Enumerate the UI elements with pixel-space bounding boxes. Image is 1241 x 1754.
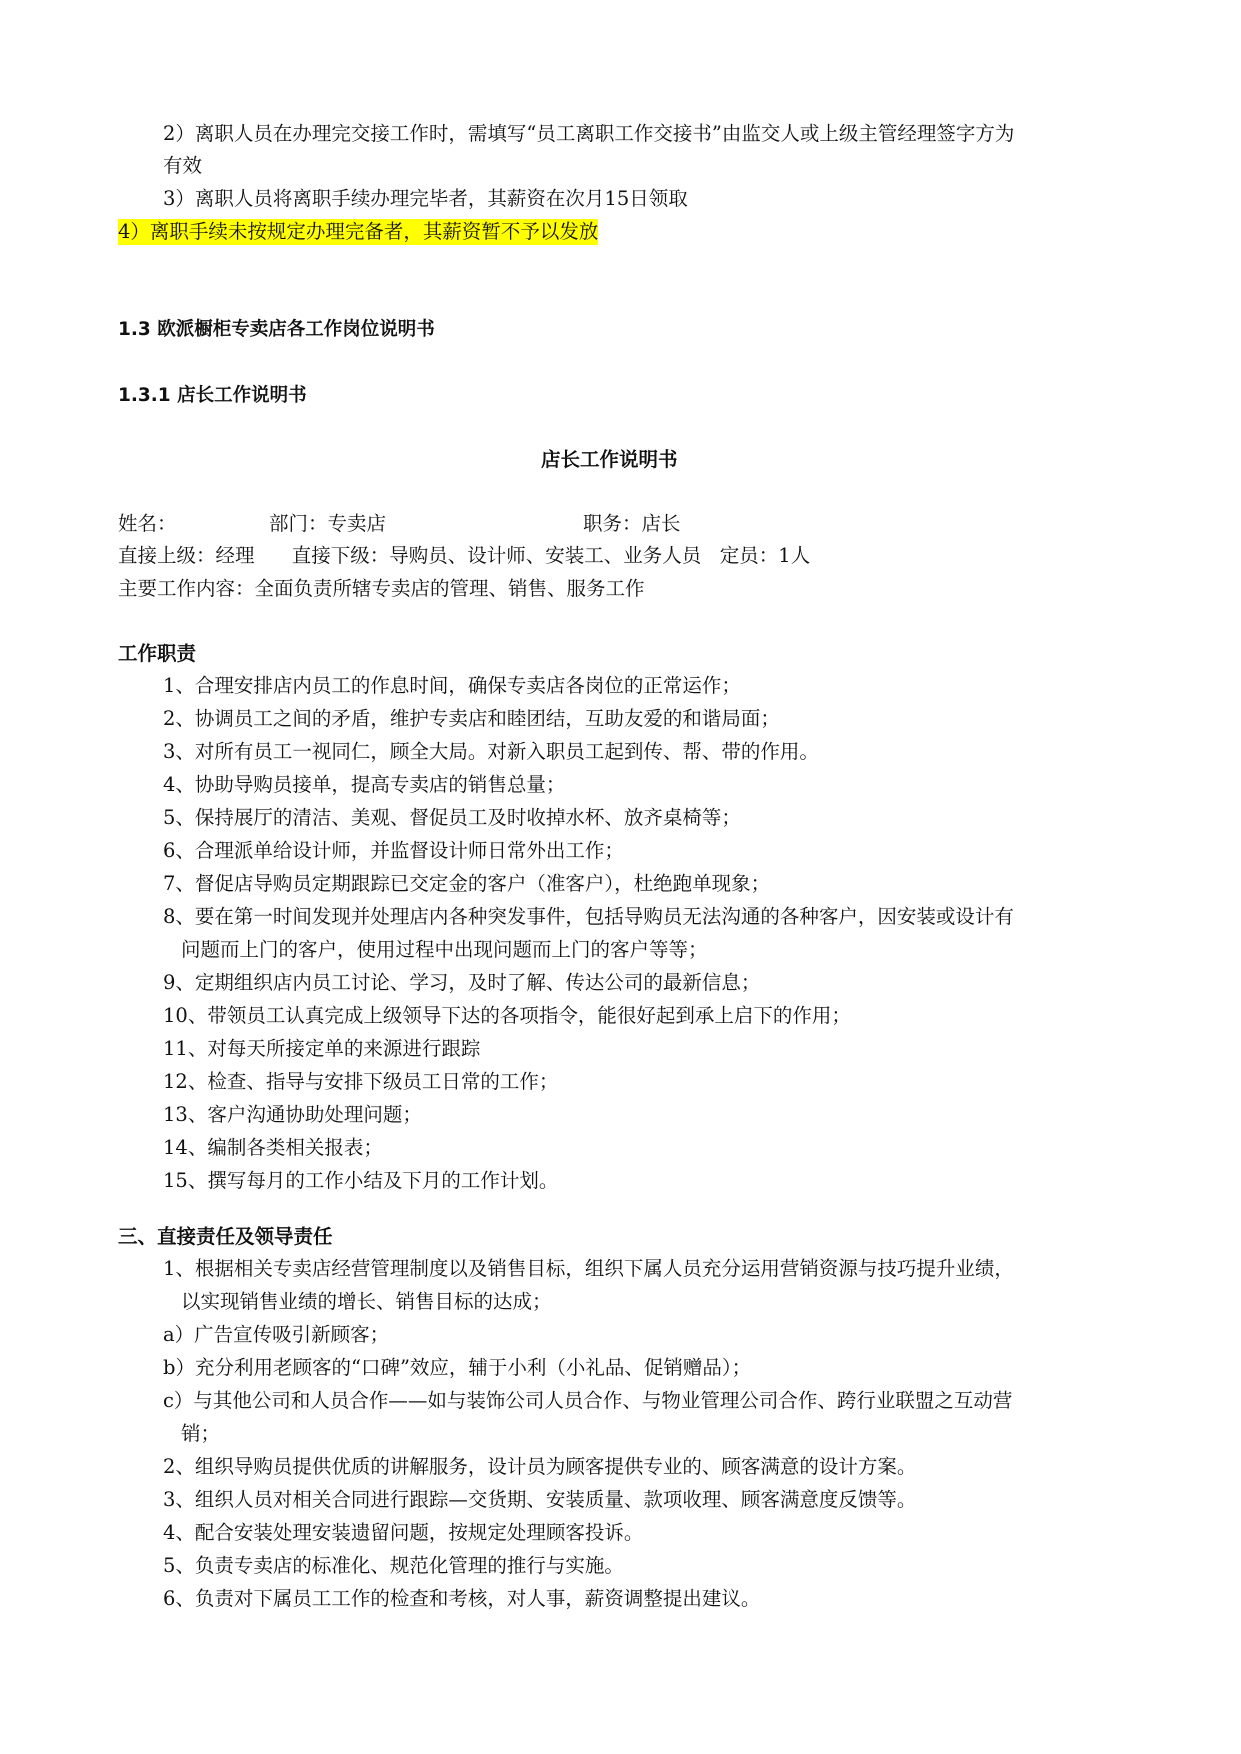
responsibility-item: 3、组织人员对相关合同进行跟踪—交货期、安装质量、款项收理、顾客满意度反馈等。 [163, 1488, 917, 1511]
responsibility-item: 1、根据相关专卖店经营管理制度以及销售目标，组织下属人员充分运用营销资源与技巧提升业绩， [163, 1257, 1014, 1280]
duty-item: 6、合理派单给设计师，并监督设计师日常外出工作； [163, 839, 624, 862]
responsibility-item: 4、配合安装处理安装遗留问题，按规定处理顾客投诉。 [163, 1521, 644, 1544]
duty-item: 8、要在第一时间发现并处理店内各种突发事件，包括导购员无法沟通的各种客户，因安装或设计有 [163, 905, 1014, 928]
department-field: 部门：专卖店 [269, 512, 387, 535]
item-2-line-1: 2）离职人员在办理完交接工作时，需填写“员工离职工作交接书”由监交人或上级主管经理签字方为 [163, 122, 1015, 145]
duty-item: 12、检查、指导与安排下级员工日常的工作； [163, 1070, 559, 1093]
item-3: 3）离职人员将离职手续办理完毕者，其薪资在次月15日领取 [163, 187, 688, 210]
duty-item: 5、保持展厅的清洁、美观、督促员工及时收掉水杯、放齐桌椅等； [163, 806, 741, 829]
main-duties-line: 主要工作内容：全面负责所辖专卖店的管理、销售、服务工作 [118, 577, 645, 600]
responsibility-item: b）充分利用老顾客的“口碑”效应，辅于小利（小礼品、促销赠品）； [163, 1356, 752, 1379]
responsibilities-heading: 三、直接责任及领导责任 [118, 1225, 333, 1248]
duty-item: 3、对所有员工一视同仁，顾全大局。对新入职员工起到传、帮、带的作用。 [163, 740, 819, 763]
item-2-line-2: 有效 [163, 154, 203, 177]
duty-item: 1、合理安排店内员工的作息时间，确保专卖店各岗位的正常运作； [163, 674, 741, 697]
duty-item: 11、对每天所接定单的来源进行跟踪 [163, 1037, 481, 1060]
duty-item: 问题而上门的客户，使用过程中出现问题而上门的客户等等； [181, 938, 708, 961]
duties-heading: 工作职责 [118, 642, 197, 665]
duty-item: 9、定期组织店内员工讨论、学习，及时了解、传达公司的最新信息； [163, 971, 761, 994]
responsibility-item: 以实现销售业绩的增长、销售目标的达成； [181, 1290, 552, 1313]
subsection-heading: 1.3.1 店长工作说明书 [118, 385, 307, 406]
responsibility-item: a）广告宣传吸引新顾客； [163, 1323, 390, 1346]
item-4-highlighted: 4）离职手续未按规定办理完备者，其薪资暂不予以发放 [118, 220, 599, 243]
duty-item: 4、协助导购员接单，提高专卖店的销售总量； [163, 773, 566, 796]
duty-item: 2、协调员工之间的矛盾，维护专卖店和睦团结，互助友爱的和谐局面； [163, 707, 780, 730]
supervisor-line: 直接上级：经理 直接下级：导购员、设计师、安装工、业务人员 定员：1人 [118, 544, 811, 567]
document-title: 店长工作说明书 [541, 448, 678, 471]
position-field: 职务：店长 [583, 512, 681, 535]
responsibility-item: c）与其他公司和人员合作——如与装饰公司人员合作、与物业管理公司合作、跨行业联盟之互动营 [163, 1389, 1013, 1412]
responsibility-item: 6、负责对下属员工工作的检查和考核，对人事，薪资调整提出建议。 [163, 1587, 761, 1610]
section-heading: 1.3 欧派橱柜专卖店各工作岗位说明书 [118, 319, 435, 340]
responsibility-item: 2、组织导购员提供优质的讲解服务，设计员为顾客提供专业的、顾客满意的设计方案。 [163, 1455, 917, 1478]
responsibility-item: 5、负责专卖店的标准化、规范化管理的推行与实施。 [163, 1554, 624, 1577]
duty-item: 10、带领员工认真完成上级领导下达的各项指令，能很好起到承上启下的作用； [163, 1004, 851, 1027]
duty-item: 13、客户沟通协助处理问题； [163, 1103, 422, 1126]
duty-item: 7、督促店导购员定期跟踪已交定金的客户（准客户），杜绝跑单现象； [163, 872, 771, 895]
name-label: 姓名： [118, 512, 177, 535]
responsibility-item: 销； [181, 1422, 221, 1445]
duty-item: 14、编制各类相关报表； [163, 1136, 383, 1159]
duty-item: 15、撰写每月的工作小结及下月的工作计划。 [163, 1169, 559, 1192]
